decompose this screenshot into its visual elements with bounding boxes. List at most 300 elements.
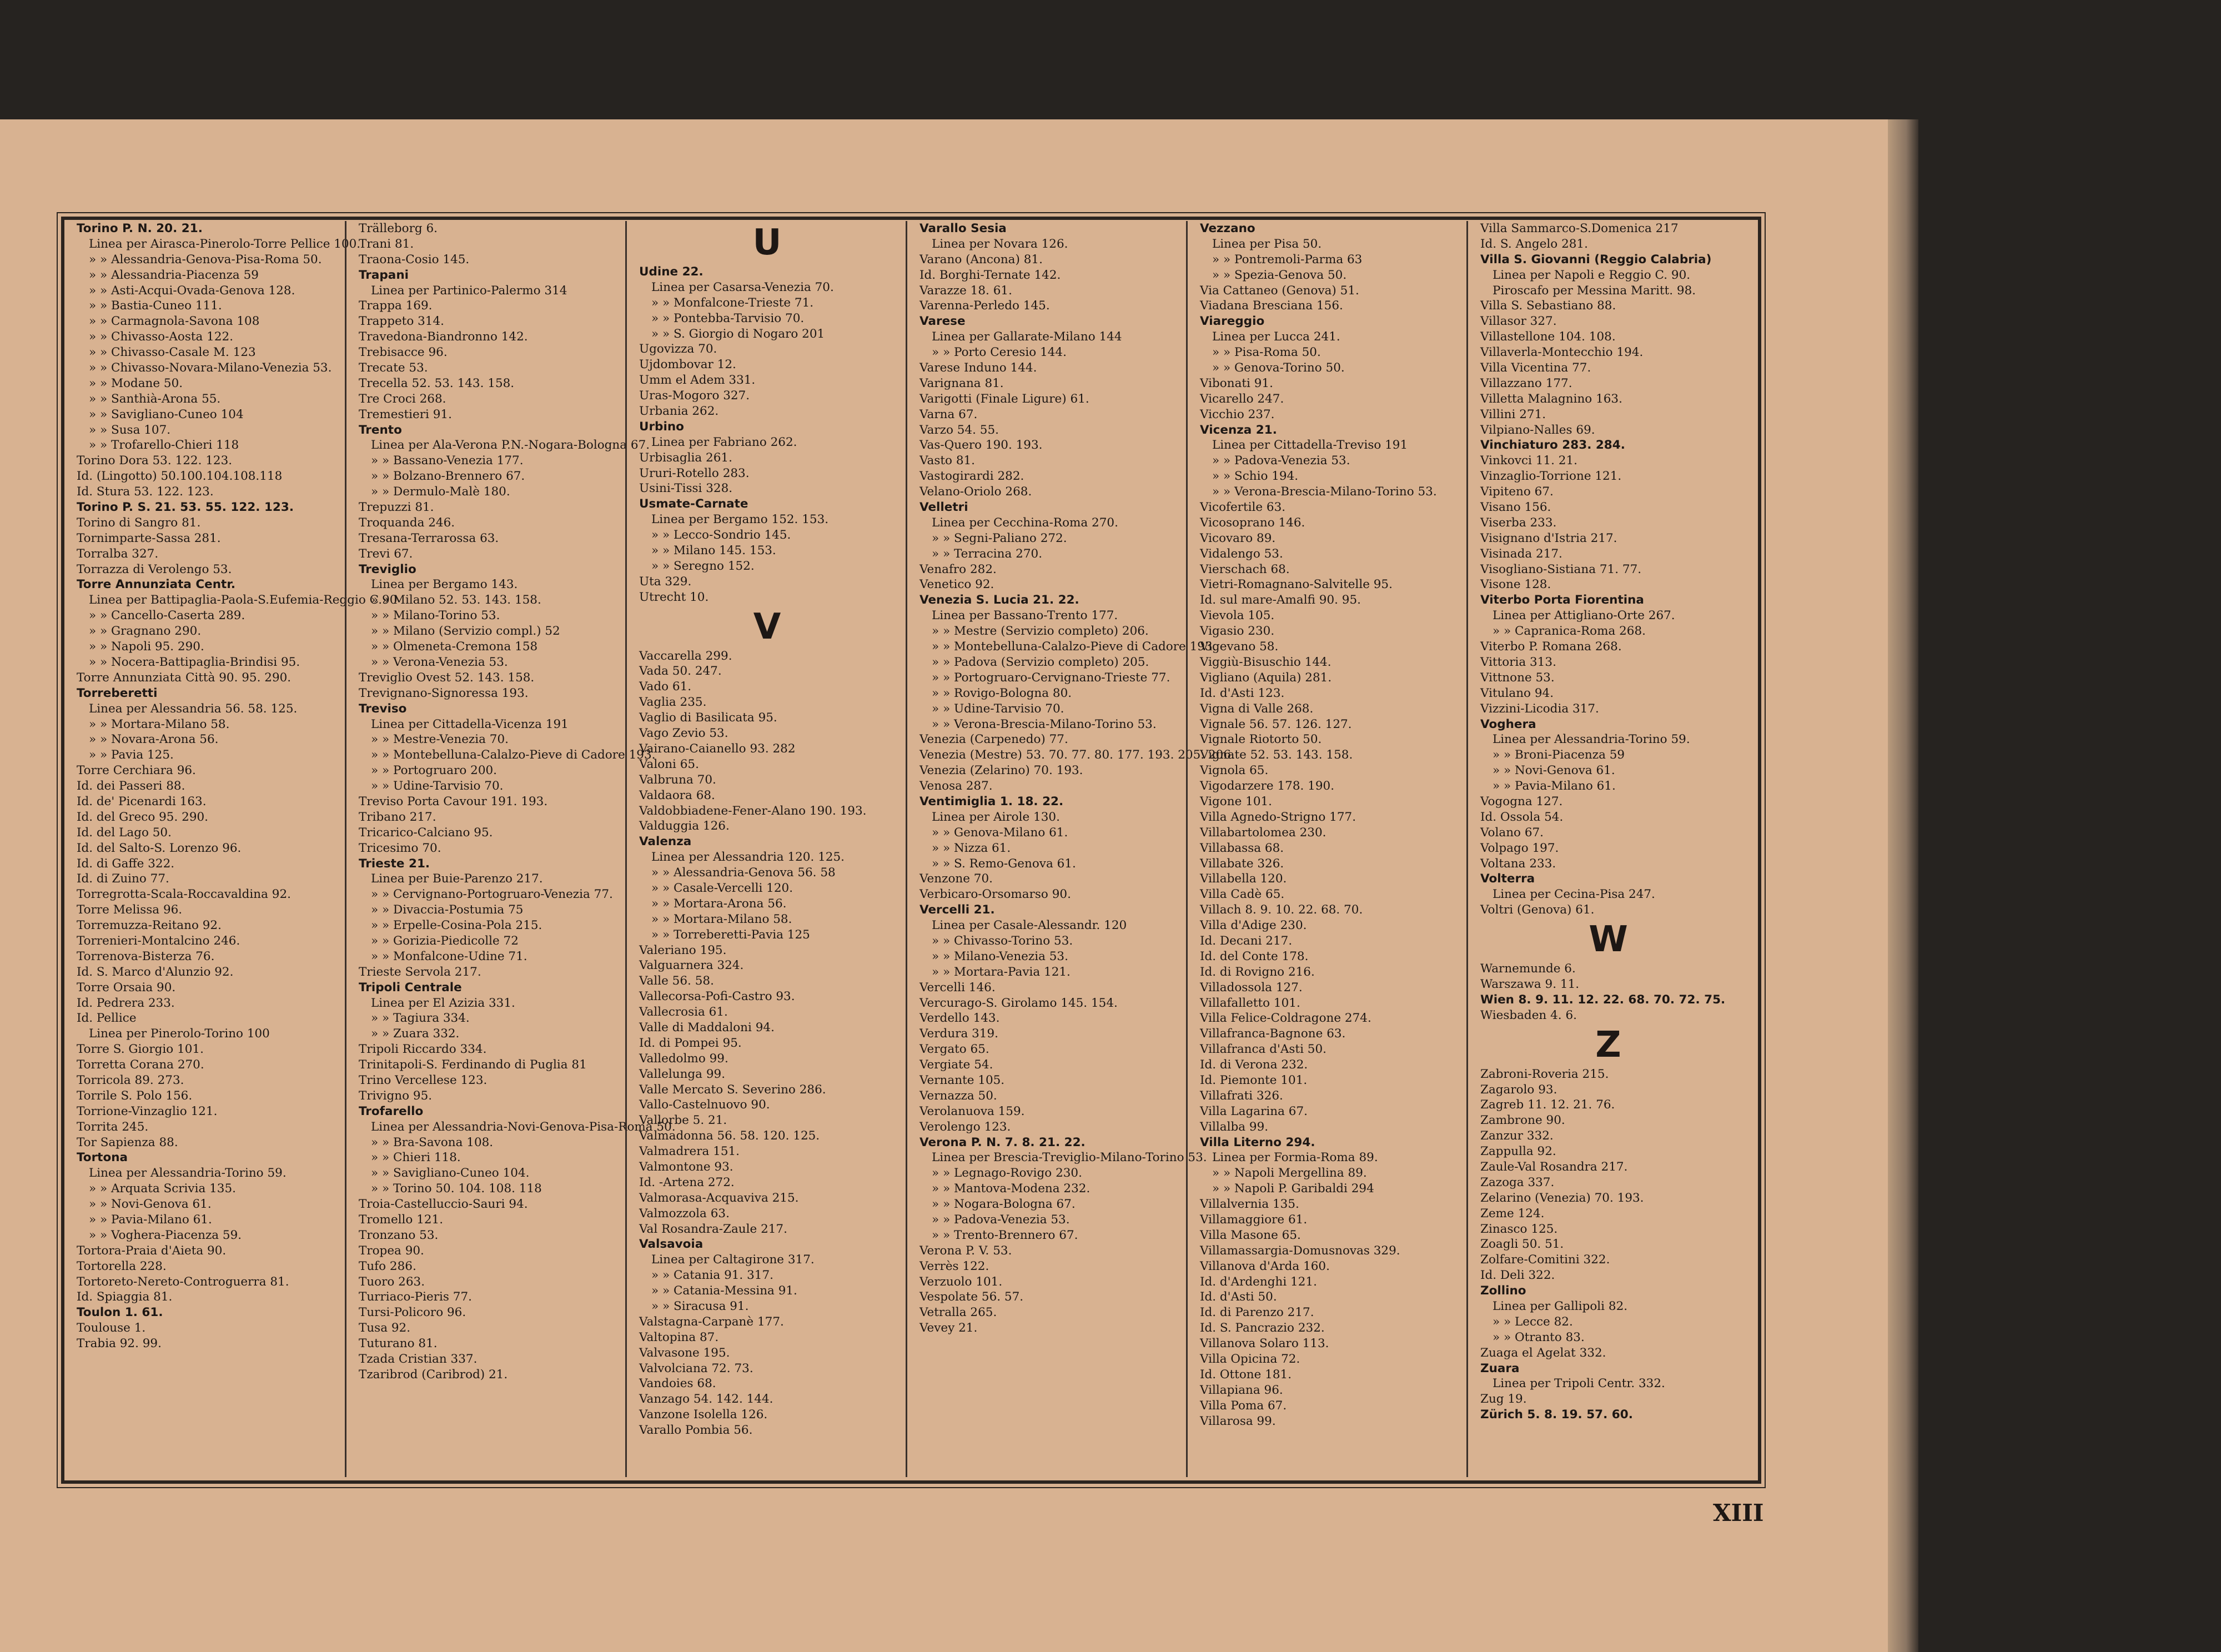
index-entry: Id. di Pompei 95.: [639, 1036, 742, 1050]
index-entry: » » Mortara-Arona 56.: [651, 896, 787, 911]
index-entry: Trepuzzi 81.: [359, 500, 434, 515]
index-entry: » » Udine-Tarvisio 70.: [932, 701, 1064, 716]
index-entry: Venezia S. Lucia 21. 22.: [919, 593, 1079, 607]
index-entry: Velano-Oriolo 268.: [919, 485, 1032, 499]
index-entry: Villa Opicina 72.: [1200, 1352, 1300, 1367]
index-entry: Piroscafo per Messina Maritt. 98.: [1493, 283, 1696, 298]
index-entry: Villa Cadè 65.: [1200, 887, 1285, 902]
index-entry: » » Chivasso-Casale M. 123: [89, 345, 256, 360]
index-entry: » » Mestre (Servizio completo) 206.: [932, 624, 1149, 639]
index-entry: » » Divaccia-Postumia 75: [371, 903, 524, 917]
index-entry: Verzuolo 101.: [919, 1274, 1003, 1289]
index-entry: Zagarolo 93.: [1480, 1082, 1557, 1097]
index-entry: Vigevano 58.: [1200, 640, 1279, 654]
index-entry: Zoagli 50. 51.: [1480, 1237, 1564, 1252]
index-entry: Torremuzza-Reitano 92.: [77, 918, 222, 933]
index-entry: Id. dei Passeri 88.: [77, 779, 185, 794]
index-entry: Tresana-Terrarossa 63.: [359, 531, 499, 545]
index-entry: Trento: [359, 423, 402, 437]
index-entry: Villanova d'Arda 160.: [1200, 1259, 1330, 1273]
index-entry: Villafranca d'Asti 50.: [1200, 1042, 1326, 1057]
index-entry: Zelarino (Venezia) 70. 193.: [1480, 1191, 1644, 1205]
index-entry: Usmate-Carnate: [639, 497, 748, 511]
index-entry: Linea per Attigliano-Orte 267.: [1493, 609, 1675, 623]
index-entry: Id. S. Pancrazio 232.: [1200, 1321, 1325, 1335]
index-entry: Voghera: [1480, 717, 1536, 731]
index-entry: Zuaga el Agelat 332.: [1480, 1345, 1606, 1360]
index-entry: Valguarnera 324.: [639, 958, 744, 973]
index-entry: Valduggia 126.: [639, 819, 730, 833]
index-entry: Villapiana 96.: [1200, 1383, 1283, 1397]
index-entry: Trieste 21.: [359, 856, 430, 871]
index-entry: » » Verona-Brescia-Milano-Torino 53.: [1212, 485, 1437, 499]
section-letter: W: [1589, 919, 1628, 961]
index-column-6: [1466, 221, 1748, 1477]
index-entry: Viterbo P. Romana 268.: [1480, 640, 1622, 654]
index-entry: Troquanda 246.: [359, 515, 455, 530]
index-entry: Id. de' Picenardi 163.: [77, 794, 207, 809]
index-entry: » » Schio 194.: [1212, 469, 1299, 484]
index-entry: Tremestieri 91.: [359, 407, 452, 421]
index-entry: Verolengo 123.: [919, 1119, 1011, 1134]
index-entry: Id. Spiaggia 81.: [77, 1290, 173, 1304]
index-entry: Verrès 122.: [919, 1259, 989, 1273]
index-entry: Villadossola 127.: [1200, 980, 1303, 995]
index-entry: » » Capranica-Roma 268.: [1493, 624, 1646, 639]
index-entry: Id. d'Asti 50.: [1200, 1290, 1277, 1304]
index-entry: » » Bra-Savona 108.: [371, 1135, 494, 1149]
index-entry: Id. Ossola 54.: [1480, 810, 1564, 824]
index-entry: » » S. Remo-Genova 61.: [932, 856, 1076, 871]
index-entry: Villarosa 99.: [1200, 1414, 1276, 1428]
index-entry: Torino di Sangro 81.: [77, 515, 201, 530]
index-entry: Vevey 21.: [919, 1321, 978, 1335]
index-entry: Zürich 5. 8. 19. 57. 60.: [1480, 1408, 1633, 1422]
index-entry: Vairano-Caianello 93. 282: [639, 741, 796, 756]
index-entry: Tornimparte-Sassa 281.: [77, 531, 221, 545]
index-entry: Id. di Zuino 77.: [77, 872, 169, 886]
index-entry: » » Genova-Milano 61.: [932, 825, 1068, 840]
index-entry: Vanzago 54. 142. 144.: [639, 1392, 773, 1407]
index-entry: Tufo 286.: [359, 1259, 416, 1273]
section-letter: U: [752, 222, 782, 263]
index-entry: Toulon 1. 61.: [77, 1305, 163, 1320]
index-entry: Valle di Maddaloni 94.: [639, 1020, 775, 1035]
index-entry: Vilpiano-Nalles 69.: [1480, 423, 1595, 437]
index-entry: Trebisacce 96.: [359, 345, 448, 360]
index-entry: Turriaco-Pieris 77.: [359, 1290, 472, 1304]
index-entry: Linea per Airole 130.: [932, 810, 1060, 824]
index-entry: » » Torino 50. 104. 108. 118: [371, 1182, 542, 1196]
index-entry: Valle 56. 58.: [639, 974, 714, 988]
index-entry: Id. Ottone 181.: [1200, 1367, 1292, 1382]
index-entry: Torre Annunziata Centr.: [77, 578, 236, 592]
index-entry: » » Casale-Vercelli 120.: [651, 881, 793, 895]
index-entry: Vaglia 235.: [639, 695, 707, 710]
index-entry: Linea per El Azizia 331.: [371, 996, 515, 1010]
index-entry: Vanzone Isolella 126.: [639, 1408, 768, 1422]
index-entry: Id. -Artena 272.: [639, 1175, 735, 1189]
index-entry: » » Pontebba-Tarvisio 70.: [651, 311, 805, 325]
index-entry: Velletri: [919, 500, 968, 515]
index-entry: Villa Sammarco-S.Domenica 217: [1480, 222, 1679, 235]
index-entry: Venzone 70.: [919, 872, 993, 886]
index-entry: Vigone 101.: [1200, 794, 1273, 809]
index-entry: Varzo 54. 55.: [919, 423, 999, 437]
index-entry: Varenna-Perledo 145.: [919, 299, 1050, 313]
index-entry: » » Seregno 152.: [651, 559, 755, 573]
section-letter: Z: [1595, 1024, 1621, 1066]
index-entry: Tortorella 228.: [77, 1259, 167, 1273]
index-entry: Verbicaro-Orsomarso 90.: [919, 887, 1071, 902]
index-entry: Visano 156.: [1480, 500, 1551, 515]
index-entry: Varigotti (Finale Ligure) 61.: [919, 391, 1089, 406]
index-entry: Linea per Airasca-Pinerolo-Torre Pellice 100.: [89, 237, 361, 251]
index-entry: Venafro 282.: [919, 562, 997, 576]
index-entry: Linea per Cittadella-Vicenza 191: [371, 717, 569, 731]
index-entry: Tursi-Policoro 96.: [359, 1305, 466, 1320]
index-entry: Vas-Quero 190. 193.: [919, 438, 1043, 453]
index-entry: Varna 67.: [919, 407, 978, 421]
index-entry: » » Verona-Venezia 53.: [371, 655, 508, 669]
index-entry: » » Padova (Servizio completo) 205.: [932, 655, 1149, 669]
index-entry: Valenza: [639, 835, 692, 849]
index-entry: Vercelli 21.: [919, 903, 995, 917]
index-entry: » » Segni-Paliano 272.: [932, 531, 1067, 545]
index-entry: Varese Induno 144.: [919, 361, 1037, 375]
index-entry: Trapani: [359, 268, 409, 282]
index-entry: » » Pavia-Milano 61.: [89, 1213, 212, 1227]
index-entry: Verona P. N. 7. 8. 21. 22.: [919, 1135, 1086, 1149]
index-entry: Valledolmo 99.: [639, 1051, 728, 1066]
index-entry: Torre Annunziata Città 90. 95. 290.: [77, 670, 292, 685]
index-entry: Vibonati 91.: [1200, 376, 1273, 390]
index-entry: » » Susa 107.: [89, 423, 171, 437]
index-entry: Linea per Ala-Verona P.N.-Nogara-Bologna 67.: [371, 438, 650, 453]
index-entry: » » Nizza 61.: [932, 841, 1011, 855]
index-entry: Torricola 89. 273.: [77, 1073, 184, 1087]
index-entry: Linea per Alessandria-Torino 59.: [1493, 732, 1690, 747]
index-entry: » » Arquata Scrivia 135.: [89, 1182, 236, 1196]
index-entry: » » Pisa-Roma 50.: [1212, 345, 1321, 360]
index-entry: Trevi 67.: [359, 546, 413, 561]
index-entry: Id. di Verona 232.: [1200, 1058, 1308, 1072]
index-entry: Zagreb 11. 12. 21. 76.: [1480, 1098, 1615, 1112]
index-entry: » » Santhià-Arona 55.: [89, 391, 221, 406]
index-entry: » » Alessandria-Piacenza 59: [89, 268, 259, 282]
index-entry: Ujdombovar 12.: [639, 358, 736, 372]
index-entry: » » Trofarello-Chieri 118: [89, 438, 239, 453]
index-entry: » » Milano-Torino 53.: [371, 609, 500, 623]
index-entry: » » Voghera-Piacenza 59.: [89, 1228, 242, 1242]
index-entry: Valdobbiadene-Fener-Alano 190. 193.: [639, 804, 867, 818]
index-entry: Id. Borghi-Ternate 142.: [919, 268, 1061, 282]
index-entry: Vaglio di Basilicata 95.: [639, 711, 777, 725]
index-entry: Umm el Adem 331.: [639, 373, 756, 388]
index-entry: Vicchio 237.: [1200, 407, 1275, 421]
index-entry: Visinada 217.: [1480, 546, 1562, 561]
index-entry: » » Montebelluna-Calalzo-Pieve di Cadore 193.: [371, 748, 656, 762]
index-entry: Warszawa 9. 11.: [1480, 977, 1580, 991]
index-entry: Vittnone 53.: [1480, 670, 1555, 685]
index-entry: Wien 8. 9. 11. 12. 22. 68. 70. 72. 75.: [1480, 992, 1726, 1007]
index-entry: » » Gragnano 290.: [89, 624, 202, 639]
index-entry: » » Trento-Brennero 67.: [932, 1228, 1078, 1242]
index-entry: » » Dermulo-Malè 180.: [371, 485, 510, 499]
index-entry: » » Pavia 125.: [89, 748, 174, 762]
index-entry: » » Chivasso-Torino 53.: [932, 933, 1073, 948]
index-entry: Linea per Bergamo 152. 153.: [651, 513, 829, 527]
index-entry: » » Nogara-Bologna 67.: [932, 1197, 1076, 1212]
index-entry: Val Rosandra-Zaule 217.: [639, 1222, 787, 1236]
index-entry: Linea per Gallipoli 82.: [1493, 1299, 1628, 1313]
index-entry: Valmorasa-Acquaviva 215.: [639, 1191, 799, 1205]
index-entry: Vittoria 313.: [1480, 655, 1556, 669]
index-entry: Vago Zevio 53.: [639, 726, 728, 741]
index-entry: Venezia (Mestre) 53. 70. 77. 80. 177. 193. 205. 206.: [919, 748, 1235, 762]
index-entry: Tricarico-Calciano 95.: [359, 825, 493, 840]
index-entry: Linea per Alessandria 120. 125.: [651, 850, 845, 865]
index-entry: Vernante 105.: [919, 1073, 1005, 1087]
index-entry: Linea per Formia-Roma 89.: [1212, 1151, 1378, 1165]
index-entry: Vercurago-S. Girolamo 145. 154.: [919, 996, 1118, 1010]
index-entry: Tzaribrod (Caribrod) 21.: [359, 1367, 508, 1382]
index-entry: » » Cancello-Caserta 289.: [89, 609, 245, 623]
index-entry: Villanova Solaro 113.: [1200, 1337, 1329, 1351]
index-entry: Vignate 52. 53. 143. 158.: [1200, 748, 1353, 762]
index-entry: Ugovizza 70.: [639, 342, 717, 356]
index-entry: Id. S. Angelo 281.: [1480, 237, 1588, 251]
index-entry: » » Napoli P. Garibaldi 294: [1212, 1182, 1374, 1196]
index-entry: Voltana 233.: [1480, 856, 1556, 871]
index-entry: Zuara: [1480, 1361, 1520, 1375]
index-column-3: [625, 221, 907, 1477]
index-entry: Villetta Malagnino 163.: [1480, 391, 1622, 406]
index-entry: Viadana Bresciana 156.: [1200, 299, 1343, 313]
index-entry: Villabassa 68.: [1200, 841, 1284, 855]
index-entry: Torrenova-Bisterza 76.: [77, 949, 215, 963]
index-entry: » » Portogruaro 200.: [371, 764, 498, 778]
index-entry: Valsavoia: [639, 1237, 704, 1252]
index-entry: » » Siracusa 91.: [651, 1299, 749, 1313]
index-entry: Zanzur 332.: [1480, 1129, 1554, 1143]
index-entry: Valstagna-Carpanè 177.: [639, 1314, 784, 1329]
index-entry: Zambrone 90.: [1480, 1113, 1565, 1128]
index-entry: » » Carmagnola-Savona 108: [89, 314, 260, 329]
index-entry: Visignano d'Istria 217.: [1480, 531, 1617, 545]
index-entry: Trofarello: [359, 1104, 424, 1118]
index-entry: Visone 128.: [1480, 578, 1551, 592]
index-entry: » » Mantova-Modena 232.: [932, 1182, 1091, 1196]
index-entry: » » Chivasso-Novara-Milano-Venezia 53.: [89, 361, 332, 375]
index-entry: Linea per Napoli e Reggio C. 90.: [1493, 268, 1691, 282]
index-entry: Torrile S. Polo 156.: [77, 1088, 193, 1103]
index-entry: Varano (Ancona) 81.: [919, 252, 1043, 267]
index-entry: » » Broni-Piacenza 59: [1493, 748, 1625, 762]
index-entry: Torino P. N. 20. 21.: [77, 222, 203, 235]
index-entry: Verdura 319.: [919, 1027, 998, 1041]
index-entry: Tromello 121.: [359, 1213, 444, 1227]
index-entry: » » Milano 52. 53. 143. 158.: [371, 593, 541, 607]
index-entry: Zinasco 125.: [1480, 1222, 1558, 1236]
index-entry: Trabia 92. 99.: [77, 1337, 162, 1351]
index-entry: » » Cervignano-Portogruaro-Venezia 77.: [371, 887, 613, 902]
index-entry: Linea per Tripoli Centr. 332.: [1493, 1377, 1665, 1391]
index-entry: » » Bolzano-Brennero 67.: [371, 469, 525, 484]
index-entry: Vernazza 50.: [919, 1088, 997, 1103]
index-entry: Usini-Tissi 328.: [639, 481, 733, 496]
index-entry: Torrenieri-Montalcino 246.: [77, 933, 240, 948]
index-entry: Treviso: [359, 701, 407, 716]
index-entry: » » Bastia-Cuneo 111.: [89, 299, 222, 313]
index-entry: Torrione-Vinzaglio 121.: [77, 1104, 218, 1118]
index-entry: Id. Stura 53. 122. 123.: [77, 485, 214, 499]
index-entry: » » Milano-Venezia 53.: [932, 949, 1068, 963]
index-entry: Villabella 120.: [1200, 872, 1287, 886]
index-entry: Linea per Gallarate-Milano 144: [932, 330, 1122, 344]
index-entry: Urbisaglia 261.: [639, 450, 732, 465]
index-entry: Viserba 233.: [1480, 515, 1557, 530]
index-entry: Villa Agnedo-Strigno 177.: [1200, 810, 1356, 824]
index-entry: Id. di Rovigno 216.: [1200, 965, 1315, 979]
index-entry: Linea per Novara 126.: [932, 237, 1068, 251]
index-entry: Trani 81.: [359, 237, 414, 251]
index-entry: Tripoli Riccardo 334.: [359, 1042, 487, 1057]
index-entry: » » Pontremoli-Parma 63: [1212, 252, 1363, 267]
index-entry: » » Montebelluna-Calalzo-Pieve di Cadore 193.: [932, 640, 1217, 654]
index-entry: Via Cattaneo (Genova) 51.: [1200, 283, 1359, 298]
index-entry: » » Lecco-Sondrio 145.: [651, 528, 791, 543]
index-entry: Linea per Brescia-Treviglio-Milano-Torino 53.: [932, 1151, 1207, 1165]
index-entry: » » Chivasso-Aosta 122.: [89, 330, 234, 344]
index-entry: Trino Vercellese 123.: [359, 1073, 488, 1087]
index-entry: Ventimiglia 1. 18. 22.: [919, 794, 1064, 809]
index-entry: Vignale Riotorto 50.: [1200, 732, 1322, 747]
index-entry: Villa S. Giovanni (Reggio Calabria): [1480, 252, 1712, 267]
index-entry: » » Pavia-Milano 61.: [1493, 779, 1616, 794]
index-entry: Vicofertile 63.: [1200, 500, 1286, 515]
index-entry: » » Terracina 270.: [932, 546, 1043, 561]
index-entry: Warnemunde 6.: [1480, 962, 1576, 976]
index-entry: » » Mortara-Pavia 121.: [932, 965, 1071, 979]
index-entry: Tribano 217.: [359, 810, 436, 824]
index-entry: » » Bassano-Venezia 177.: [371, 454, 524, 468]
index-entry: » » Mortara-Milano 58.: [651, 912, 792, 926]
index-entry: Linea per Fabriano 262.: [651, 435, 797, 449]
index-entry: Valmadonna 56. 58. 120. 125.: [639, 1129, 820, 1143]
index-entry: Tronzano 53.: [359, 1228, 439, 1242]
index-entry: Traona-Cosio 145.: [359, 252, 470, 267]
index-entry: Id. Deli 322.: [1480, 1268, 1555, 1283]
index-entry: Voltri (Genova) 61.: [1480, 903, 1595, 917]
index-entry: Id. Pedrera 233.: [77, 996, 175, 1010]
index-entry: Volano 67.: [1480, 825, 1544, 840]
index-entry: Zollino: [1480, 1284, 1526, 1298]
index-entry: Linea per Pinerolo-Torino 100: [89, 1027, 270, 1041]
index-entry: Linea per Pisa 50.: [1212, 237, 1322, 251]
index-entry: Valoni 65.: [639, 757, 699, 771]
index-entry: Trappa 169.: [359, 299, 433, 313]
index-entry: Id. del Conte 178.: [1200, 949, 1309, 963]
index-entry: Villalba 99.: [1200, 1119, 1269, 1134]
index-entry: Valmozzola 63.: [639, 1206, 730, 1221]
index-entry: Trecella 52. 53. 143. 158.: [359, 376, 515, 390]
index-entry: Verona P. V. 53.: [919, 1243, 1012, 1258]
index-entry: Trecate 53.: [359, 361, 428, 375]
index-entry: Vignola 65.: [1200, 764, 1269, 778]
index-entry: Vercelli 146.: [919, 980, 996, 995]
index-entry: Villini 271.: [1480, 407, 1546, 421]
index-entry: Vicenza 21.: [1200, 423, 1277, 437]
index-entry: Vicosoprano 146.: [1200, 515, 1305, 530]
index-entry: » » Alessandria-Genova-Pisa-Roma 50.: [89, 252, 322, 267]
index-entry: Vievola 105.: [1200, 609, 1275, 623]
index-entry: Vespolate 56. 57.: [919, 1290, 1024, 1304]
index-entry: Torrita 245.: [77, 1119, 149, 1134]
index-entry: Treviglio: [359, 562, 416, 576]
index-entry: » » Porto Ceresio 144.: [932, 345, 1067, 360]
index-entry: Id. d'Ardenghi 121.: [1200, 1274, 1317, 1289]
index-entry: Valle Mercato S. Severino 286.: [639, 1082, 826, 1097]
index-entry: Viareggio: [1200, 314, 1265, 329]
index-entry: » » Savigliano-Cuneo 104: [89, 407, 244, 421]
index-entry: Id. sul mare-Amalfi 90. 95.: [1200, 593, 1361, 607]
index-entry: Vezzano: [1200, 222, 1255, 235]
index-entry: Tortoreto-Nereto-Controguerra 81.: [77, 1274, 289, 1289]
index-entry: Zaule-Val Rosandra 217.: [1480, 1159, 1628, 1174]
index-entry: Viterbo Porta Fiorentina: [1480, 593, 1644, 607]
index-entry: Vidalengo 53.: [1200, 546, 1283, 561]
section-letter: V: [753, 606, 781, 647]
index-entry: » » Catania-Messina 91.: [651, 1284, 797, 1298]
index-entry: Valtopina 87.: [639, 1330, 719, 1344]
index-entry: Villa Poma 67.: [1200, 1398, 1287, 1413]
index-entry: Villamassargia-Domusnovas 329.: [1200, 1243, 1400, 1258]
index-entry: Villa S. Sebastiano 88.: [1480, 299, 1616, 313]
index-entry: Zug 19.: [1480, 1392, 1527, 1407]
index-entry: Linea per Bergamo 143.: [371, 578, 518, 592]
index-entry: Vastogirardi 282.: [919, 469, 1024, 484]
index-entry: Linea per Caltagirone 317.: [651, 1253, 815, 1267]
index-entry: Varallo Pombia 56.: [639, 1423, 753, 1438]
index-entry: Linea per Lucca 241.: [1212, 330, 1340, 344]
index-entry: Wiesbaden 4. 6.: [1480, 1008, 1577, 1022]
index-entry: » » Asti-Acqui-Ovada-Genova 128.: [89, 283, 295, 298]
index-entry: » » Monfalcone-Trieste 71.: [651, 295, 814, 310]
index-entry: Valmontone 93.: [639, 1159, 733, 1174]
index-entry: Villa Vicentina 77.: [1480, 361, 1591, 375]
index-entry: Torretta Corana 270.: [77, 1058, 204, 1072]
index-entry: Varignana 81.: [919, 376, 1004, 390]
index-entry: Vallorbe 5. 21.: [639, 1113, 727, 1128]
index-entry: Linea per Cecina-Pisa 247.: [1493, 887, 1655, 902]
index-entry: Id. di Gaffe 322.: [77, 856, 175, 871]
index-entry: Torre Orsaia 90.: [77, 980, 176, 995]
index-entry: Torralba 327.: [77, 546, 159, 561]
index-entry: » » Monfalcone-Udine 71.: [371, 949, 527, 963]
index-entry: Zappulla 92.: [1480, 1144, 1556, 1159]
index-entry: Linea per Alessandria-Novi-Genova-Pisa-Roma 50.: [371, 1119, 676, 1134]
index-entry: Tuoro 263.: [359, 1274, 425, 1289]
index-entry: Udine 22.: [639, 265, 704, 279]
index-entry: Trälleborg 6.: [359, 222, 438, 235]
index-entry: » » Novara-Arona 56.: [89, 732, 219, 747]
index-entry: Vierschach 68.: [1200, 562, 1290, 576]
index-entry: Vada 50. 247.: [639, 664, 722, 679]
index-entry: » » Modane 50.: [89, 376, 183, 390]
index-entry: Valvolciana 72. 73.: [639, 1361, 753, 1375]
index-entry: Zabroni-Roveria 215.: [1480, 1067, 1609, 1081]
